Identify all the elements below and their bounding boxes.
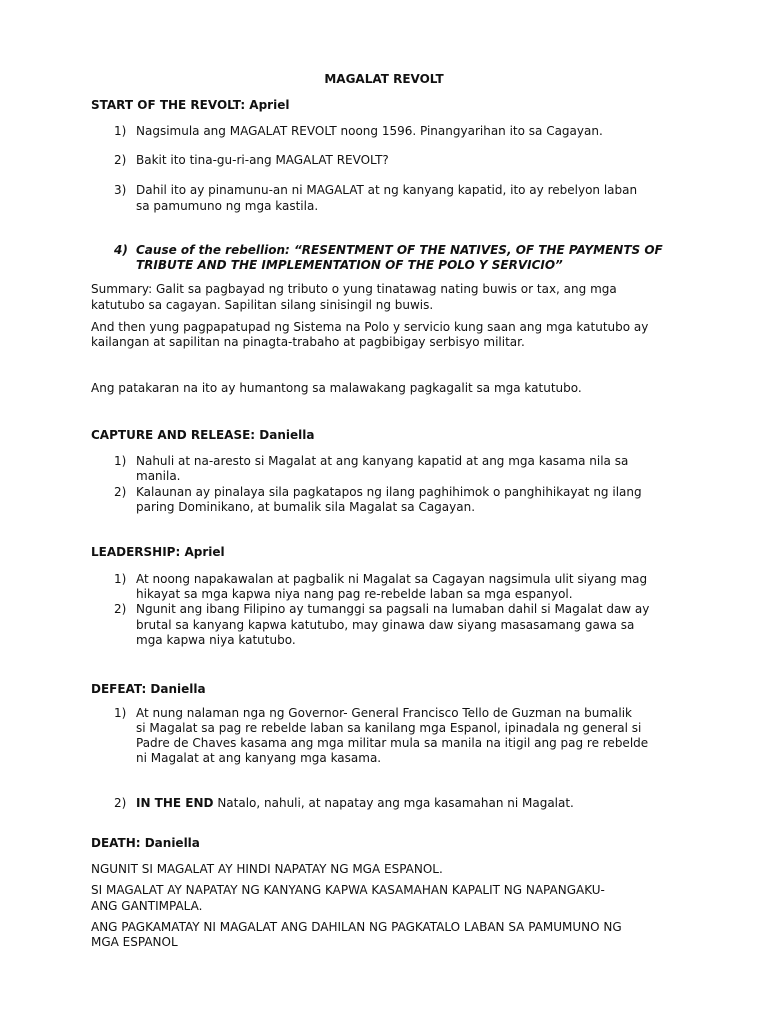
section-heading-defeat: DEFEAT: Daniella xyxy=(91,682,206,696)
section-heading-capture: CAPTURE AND RELEASE: Daniella xyxy=(91,428,315,442)
document-page: MAGALAT REVOLT START OF THE REVOLT: Apriel 1) Nagsimula ang MAGALAT REVOLT noong 1596. Pinangyarihan ito sa Cagayan. 2) Bakit ito tina-gu-ri-ang MAGALAT REVOLT? 3) Dahil ito ay pinamunu-an ni MAGALAT at ng kanyang kapatid, ito ay rebelyon laban sa pamumuno ng mga kastila. 4) Cause of the rebellion: “RESENTMENT OF THE NATIVES, OF THE PAYMENTS OF TRIBUTE AND THE IMPLEMENTATION OF THE POLO Y SERVICIO” Summary: Galit sa pagbayad ng tributo o yung tinatawag nating buwis or tax, ang mga katutubo sa cagayan. Sapilitan silang sinisingil ng buwis. And then yung pagpapatupad ng Sistema na Polo y servicio kung saan ang mga katutubo ay kailangan at sapilitan na pinagta-trabaho at pagbibigay serbisyo militar. Ang patakaran na ito ay humantong sa malawakang pagkagalit sa mga katutubo. CAPTURE AND RELEASE: Daniella 1) Nahuli at na-aresto si Magalat at ang kanyang kapatid at ang mga kasama nila sa manila. 2) Kalaunan ay pinalaya sila pagkatapos ng ilang paghihimok o panghihikayat ng ilang paring Dominikano, at bumalik sila Magalat sa Cagayan. LEADERSHIP: Apriel 1) At noong napakawalan at pagbalik ni Magalat sa Cagayan nagsimula ulit siyang mag hikayat sa mga kapwa niya nang pag re-rebelde laban sa mga espanyol. 2) Ngunit ang ibang Filipino ay tumanggi sa pagsali na lumaban dahil si Magalat daw ay brutal sa kanyang kapwa katutubo, may ginawa daw siyang masasamang gawa sa mga kapwa niya katutubo. DEFEAT: Daniella 1) At nung nalaman nga ng Governor- General Francisco Tello de Guzman na bumalik si Magalat sa pag re rebelde laban sa kanilang mga Espanol, ipinadala ng general si Padre de Chaves kasama ang mga militar mula sa manila na itigil ang pag re rebelde ni Magalat at ang kanyang mga kasama. 2) IN THE END Natalo, nahuli, at napatay ang mga kasamahan ni Magalat. DEATH: Daniella NGUNIT SI MAGALAT AY HINDI NAPATAY NG MGA ESPANOL. SI MAGALAT AY NAPATAY NG KANYANG KAPWA KASAMAHAN KAPALIT NG NAPANGAKU- ANG GANTIMPALA. ANG PAGKAMATAY NI MAGALAT ANG DAHILAN NG PAGKATALO LABAN SA PAMUMUNO NG MGA ESPANOL xyxy=(0,0,768,1024)
document-title: MAGALAT REVOLT xyxy=(324,72,444,86)
section-heading-leadership: LEADERSHIP: Apriel xyxy=(91,545,225,559)
section-heading-death: DEATH: Daniella xyxy=(91,836,200,850)
section-heading-start: START OF THE REVOLT: Apriel xyxy=(91,98,290,112)
